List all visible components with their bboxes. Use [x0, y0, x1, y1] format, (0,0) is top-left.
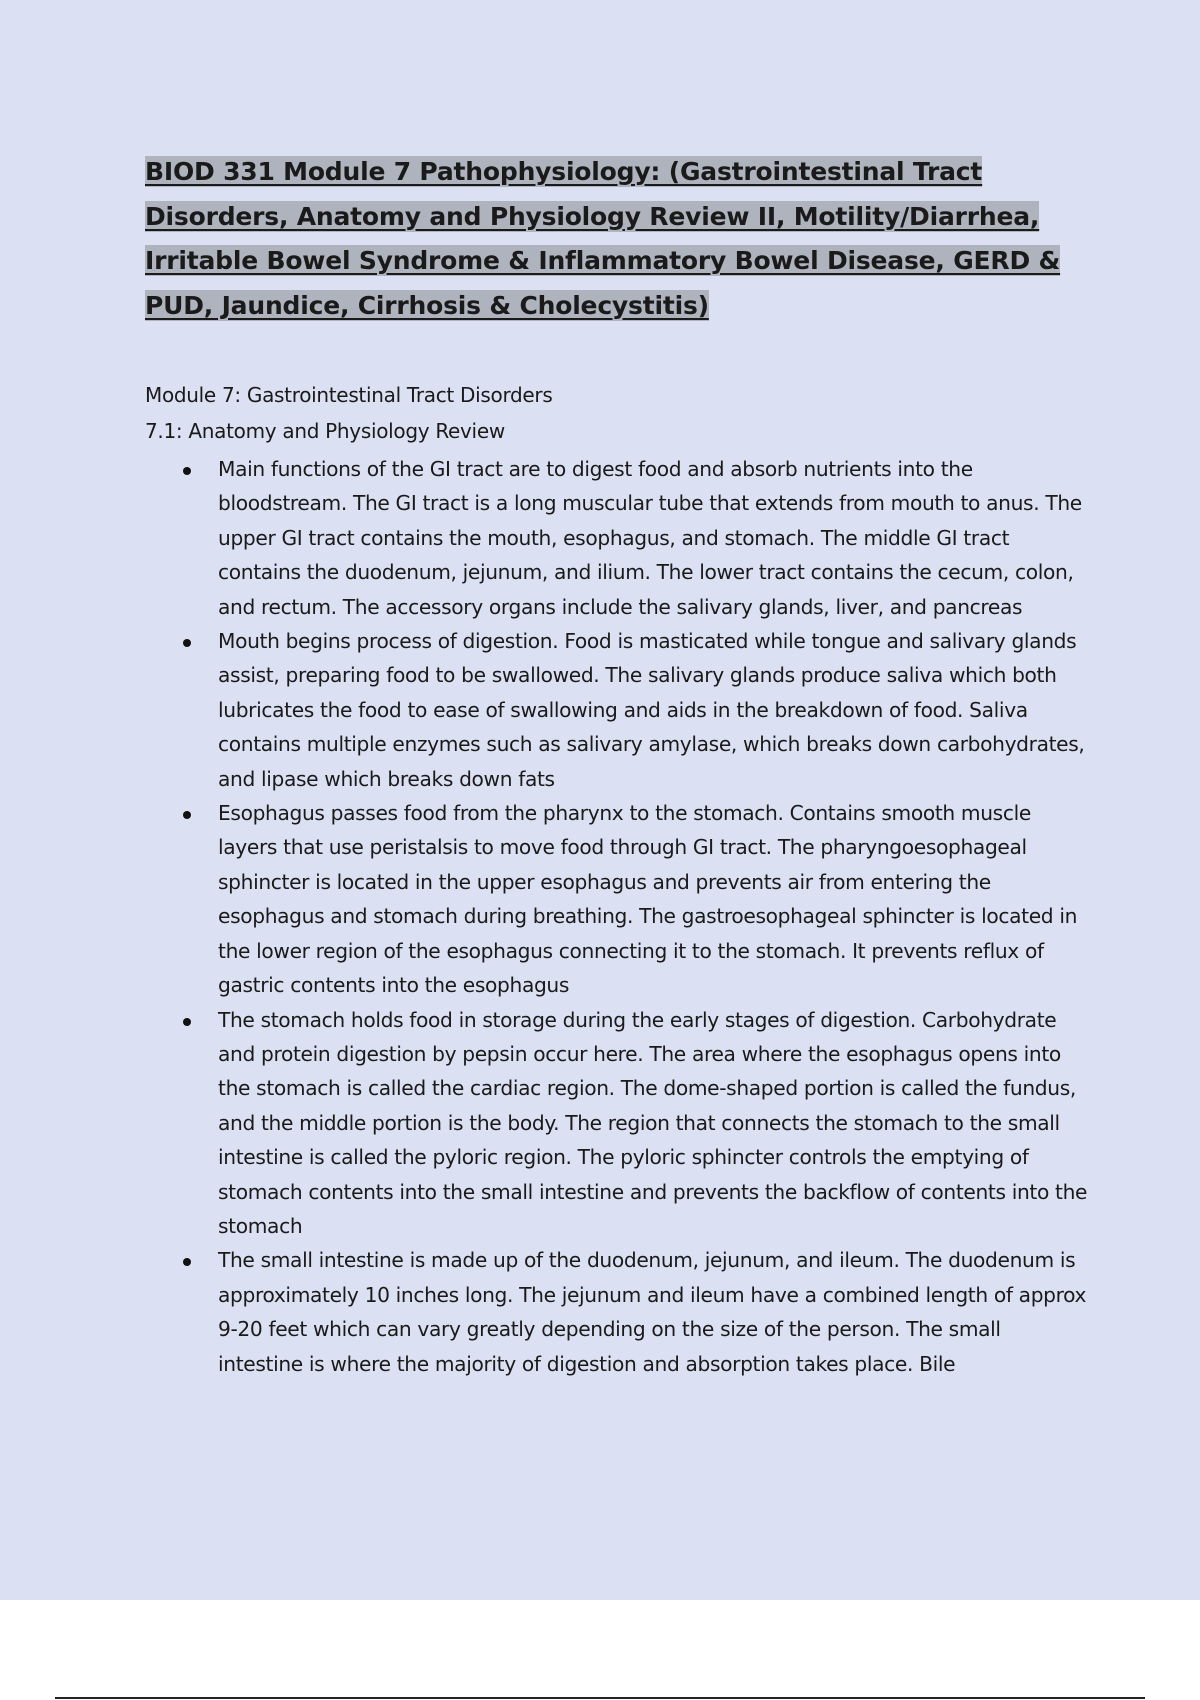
document-title: BIOD 331 Module 7 Pathophysiology: (Gastrointestinal Tract Disorders, Anatomy and Physiology Review II, Motility/Diarrhea, Irritable Bowel Syndrome & Inflammatory Bowel Disease, GERD & PUD, Jaundice, Cirrhosis & Cholecystitis) — [145, 157, 1061, 320]
list-item — [145, 624, 1090, 796]
bullet-icon — [183, 1018, 191, 1026]
bullet-icon — [183, 811, 191, 819]
section-heading: 7.1: Anatomy and Physiology Review — [145, 419, 505, 443]
footer-divider — [55, 1697, 1145, 1699]
bullet-icon — [183, 639, 191, 647]
bullet-icon — [183, 467, 191, 475]
list-item — [145, 452, 1090, 624]
document-title-block — [145, 150, 1075, 328]
list-item — [145, 1003, 1090, 1244]
list-item-text: Mouth begins process of digestion. Food is masticated while tongue and salivary glands assist, preparing food to be swallowed. The salivary glands produce saliva which both lubricates the food to ease of swallowing and aids in the breakdown of food. Saliva contains multiple enzymes such as salivary amylase, which breaks down carbohydrates, and lipase which breaks down fats — [218, 629, 1085, 791]
list-item-text: Main functions of the GI tract are to digest food and absorb nutrients into the bloodstream. The GI tract is a long muscular tube that extends from mouth to anus. The upper GI tract contains the mouth, esophagus, and stomach. The middle GI tract contains the duodenum, jejunum, and ilium. The lower tract contains the cecum, colon, and rectum. The accessory organs include the salivary glands, liver, and pancreas — [218, 457, 1082, 619]
bullet-list — [145, 452, 1090, 1381]
list-item-text: The stomach holds food in storage during the early stages of digestion. Carbohydrate and protein digestion by pepsin occur here. The area where the esophagus opens into the stomach is called the cardiac region. The dome-shaped portion is called the fundus, and the middle portion is the body. The region that connects the stomach to the small intestine is called the pyloric region. The pyloric sphincter controls the emptying of stomach contents into the small intestine and prevents the backflow of contents into the stomach — [218, 1007, 1088, 1238]
module-heading: Module 7: Gastrointestinal Tract Disorders — [145, 383, 553, 407]
list-item-text: The small intestine is made up of the duodenum, jejunum, and ileum. The duodenum is approximately 10 inches long. The jejunum and ileum have a combined length of approx 9-20 feet which can vary greatly depending on the size of the person. The small intestine is where the majority of digestion and absorption takes place. Bile — [218, 1248, 1087, 1376]
list-item — [145, 1243, 1090, 1381]
bullet-icon — [183, 1258, 191, 1266]
list-item-text: Esophagus passes food from the pharynx to the stomach. Contains smooth muscle layers that use peristalsis to move food through GI tract. The pharyngoesophageal sphincter is located in the upper esophagus and prevents air from entering the esophagus and stomach during breathing. The gastroesophageal sphincter is located in the lower region of the esophagus connecting it to the stomach. It prevents reflux of gastric contents into the esophagus — [218, 801, 1078, 998]
list-item — [145, 796, 1090, 1002]
